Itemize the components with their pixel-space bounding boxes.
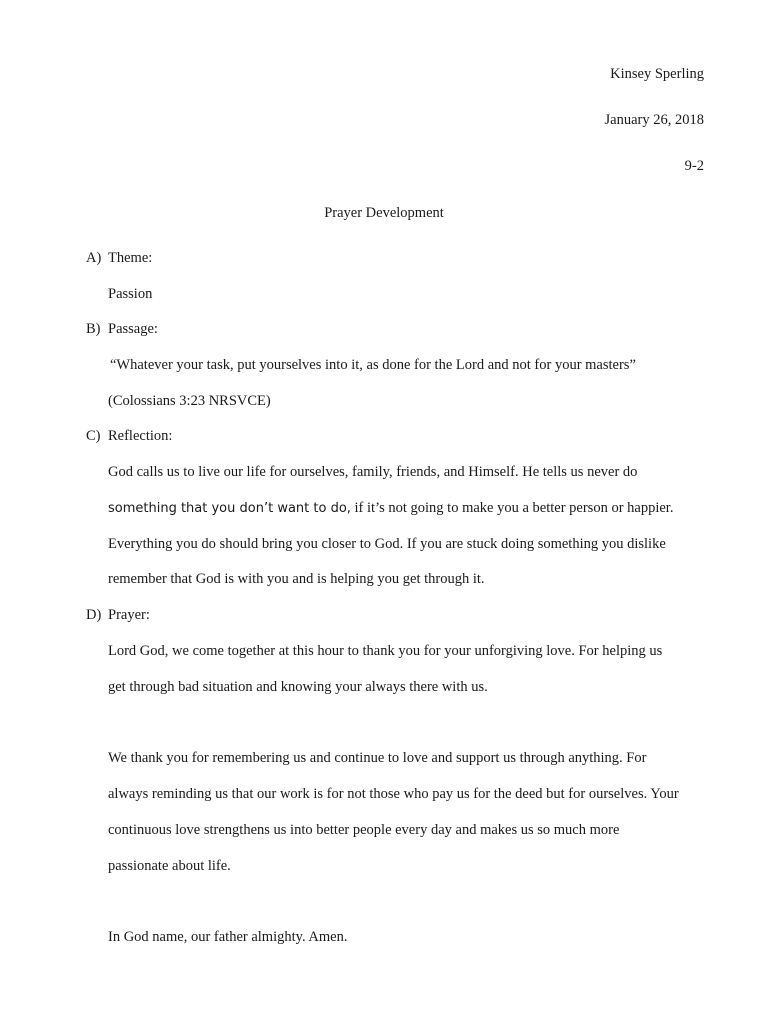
reflection-line xyxy=(108,499,673,518)
reflection-line-part: if it’s not going to make you a better person or happier. xyxy=(350,500,674,516)
prayer-line: always reminding us that our work is for not those who pay us for the deed but for ourselves. Your xyxy=(108,786,679,802)
document-date: January 26, 2018 xyxy=(604,112,704,128)
section-heading: Theme: xyxy=(108,250,153,266)
reflection-line: Everything you do should bring you closer to God. If you are stuck doing something you dislike xyxy=(108,536,666,552)
section-marker: B) xyxy=(86,321,101,337)
prayer-line: get through bad situation and knowing your always there with us. xyxy=(108,679,488,695)
section-heading: Passage: xyxy=(108,321,158,337)
reflection-line: remember that God is with you and is helping you get through it. xyxy=(108,571,485,587)
document-title: Prayer Development xyxy=(324,205,444,221)
class-section: 9-2 xyxy=(684,158,704,174)
prayer-closing: In God name, our father almighty. Amen. xyxy=(108,929,348,945)
prayer-line: passionate about life. xyxy=(108,858,231,874)
section-heading: Prayer: xyxy=(108,607,150,623)
section-marker: A) xyxy=(86,250,102,266)
reflection-line-part: something that you don’t want to do, xyxy=(108,501,351,516)
prayer-line: We thank you for remembering us and continue to love and support us through anything. For xyxy=(108,750,647,766)
author-name: Kinsey Sperling xyxy=(610,66,704,82)
section-marker: D) xyxy=(86,607,102,623)
passage-citation: (Colossians 3:23 NRSVCE) xyxy=(108,393,271,409)
prayer-line: Lord God, we come together at this hour to thank you for your unforgiving love. For helping us xyxy=(108,643,663,659)
theme-text: Passion xyxy=(108,286,153,302)
prayer-line: continuous love strengthens us into better people every day and makes us so much more xyxy=(108,822,620,838)
section-marker: C) xyxy=(86,428,101,444)
section-heading: Reflection: xyxy=(108,428,173,444)
passage-quote: “Whatever your task, put yourselves into it, as done for the Lord and not for your masters” xyxy=(110,357,636,373)
reflection-line: God calls us to live our life for ourselves, family, friends, and Himself. He tells us never do xyxy=(108,464,638,480)
